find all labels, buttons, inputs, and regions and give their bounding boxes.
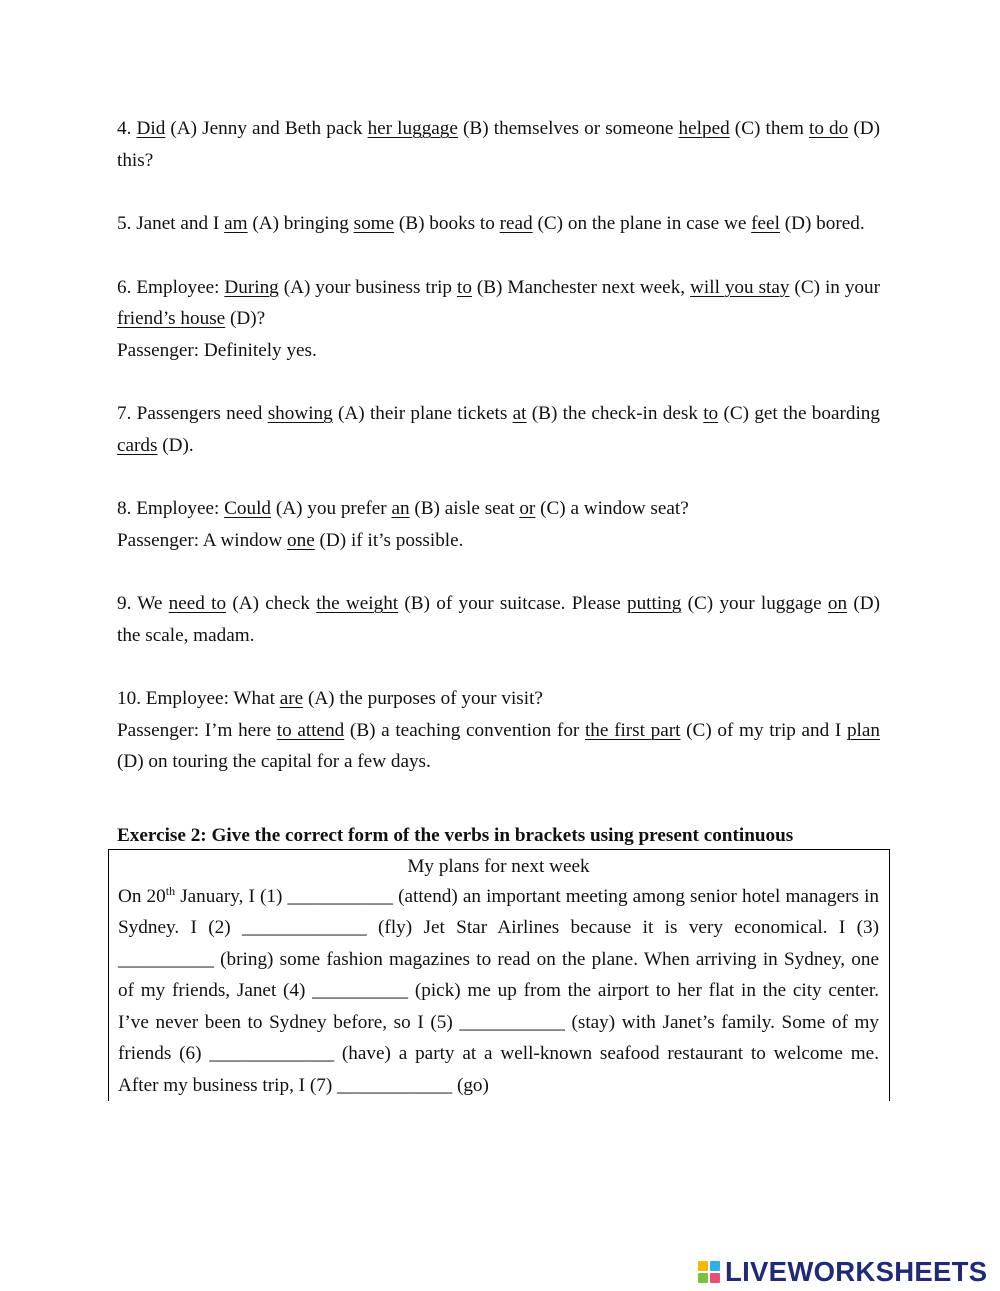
question-text: (B) themselves or someone bbox=[457, 118, 679, 139]
logo-square-1 bbox=[698, 1261, 708, 1271]
underlined-option: to attend bbox=[276, 719, 345, 741]
question-6 bbox=[117, 272, 880, 367]
question-text: (D)? bbox=[225, 308, 266, 329]
underlined-option: plan bbox=[846, 719, 880, 741]
underlined-option: helped bbox=[678, 118, 730, 139]
question-text: (A) check bbox=[226, 593, 317, 614]
question-text: (C) get the boarding bbox=[718, 403, 880, 424]
underlined-option: feel bbox=[751, 213, 780, 234]
underlined-option: read bbox=[499, 213, 533, 234]
box-body bbox=[118, 881, 879, 1102]
question-5 bbox=[117, 208, 880, 240]
question-9 bbox=[117, 588, 880, 651]
question-line bbox=[117, 208, 880, 240]
underlined-option: some bbox=[353, 213, 395, 234]
exercise-2-title: Exercise 2: Give the correct form of the verbs in brackets using present continuous bbox=[117, 824, 794, 846]
question-line bbox=[117, 398, 880, 461]
underlined-option: Could bbox=[224, 498, 272, 519]
underlined-option: the weight bbox=[316, 593, 399, 614]
day-text: On 20 bbox=[118, 885, 166, 907]
underlined-option: am bbox=[224, 213, 248, 234]
question-text: (C) on the plane in case we bbox=[532, 213, 752, 234]
question-text: (D) the scale, madam. bbox=[117, 593, 880, 646]
question-text: (D). bbox=[157, 434, 194, 456]
underlined-option: one bbox=[287, 529, 315, 551]
logo-square-4 bbox=[710, 1273, 720, 1283]
question-8 bbox=[117, 493, 880, 556]
underlined-option: to bbox=[456, 276, 472, 298]
question-text: Passenger: A window bbox=[117, 529, 288, 551]
underlined-option: to do bbox=[808, 118, 849, 139]
question-text: (D) this? bbox=[117, 118, 880, 171]
question-7 bbox=[117, 398, 880, 461]
question-text: (B) books to bbox=[394, 213, 500, 234]
question-4 bbox=[117, 113, 880, 176]
question-line bbox=[117, 493, 880, 525]
question-10 bbox=[117, 683, 880, 778]
passenger-response bbox=[117, 525, 880, 557]
question-line bbox=[117, 588, 880, 651]
question-text: 7. Passengers need bbox=[117, 403, 268, 424]
underlined-option: her luggage bbox=[367, 118, 458, 139]
question-text: (D) on touring the capital for a few days. bbox=[117, 751, 431, 772]
question-text: (C) them bbox=[729, 118, 809, 139]
question-text: (A) their plane tickets bbox=[332, 403, 513, 424]
question-text: Passenger: I’m here bbox=[117, 719, 277, 741]
question-line bbox=[117, 113, 880, 176]
box-title: My plans for next week bbox=[407, 855, 590, 877]
logo-text: LIVEWORKSHEETS bbox=[725, 1256, 988, 1287]
logo-square-2 bbox=[710, 1261, 720, 1271]
question-text: (B) of your suitcase. Please bbox=[398, 593, 627, 614]
question-text: 6. Employee: bbox=[117, 276, 225, 298]
underlined-option: will you stay bbox=[690, 276, 790, 298]
underlined-option: to bbox=[703, 403, 719, 424]
underlined-option: at bbox=[512, 403, 527, 424]
logo-square-3 bbox=[698, 1273, 708, 1283]
underlined-option: During bbox=[224, 276, 279, 298]
question-text: (A) your business trip bbox=[278, 276, 457, 298]
question-text: 8. Employee: bbox=[117, 498, 225, 519]
passenger-response bbox=[117, 715, 880, 778]
question-text: 10. Employee: What bbox=[117, 688, 280, 709]
question-text: (C) a window seat? bbox=[535, 498, 689, 519]
question-text: (B) Manchester next week, bbox=[471, 276, 691, 298]
question-text: (B) the check-in desk bbox=[526, 403, 704, 424]
worksheet-content bbox=[117, 113, 880, 1101]
passage-text: January, I (1) ___________ (attend) an important meeting among senior hotel managers in Sydney. I (2) _____________ (fly) Jet Star Airlines because it is very economical. I (3) __________ (bring) some fashion magazines to read on the plane. When arriving in Sydney, one of my friends, Janet (4) __________ (pick) me up from the airport to her flat in the city center. I’ve never been to Sydney before, so I (5) ___________ (stay) with Janet’s family. Some of my friends (6) _____________ (have) a party at a well-known seafood restaurant to welcome me. After my business trip, I (7) ____________ (go) bbox=[118, 885, 880, 1096]
question-text: (B) a teaching convention for bbox=[344, 719, 585, 741]
question-text: 5. Janet and I bbox=[117, 213, 225, 234]
underlined-option: an bbox=[391, 498, 410, 519]
underlined-option: are bbox=[279, 688, 304, 709]
question-text: (C) your luggage bbox=[681, 593, 828, 614]
day-suffix: th bbox=[165, 883, 176, 898]
question-text: (A) bringing bbox=[247, 213, 354, 234]
question-text: 4. bbox=[117, 118, 137, 139]
question-text: (A) you prefer bbox=[271, 498, 392, 519]
question-text: (A) Jenny and Beth pack bbox=[165, 118, 368, 139]
question-line bbox=[117, 683, 880, 715]
underlined-option: on bbox=[827, 593, 848, 614]
underlined-option: cards bbox=[117, 434, 158, 456]
question-text: (D) if it’s possible. bbox=[314, 529, 464, 551]
underlined-option: need to bbox=[168, 593, 227, 614]
liveworksheets-logo bbox=[698, 1255, 987, 1289]
question-text: (D) bored. bbox=[779, 213, 865, 234]
underlined-option: the first part bbox=[584, 719, 681, 741]
question-list bbox=[117, 113, 880, 778]
underlined-option: putting bbox=[626, 593, 682, 614]
exercise-2-box bbox=[108, 849, 890, 1102]
question-line bbox=[117, 272, 880, 335]
underlined-option: friend’s house bbox=[117, 308, 226, 329]
question-text: (B) aisle seat bbox=[409, 498, 520, 519]
logo-grid-icon bbox=[698, 1261, 720, 1283]
underlined-option: Did bbox=[136, 118, 166, 139]
underlined-option: showing bbox=[267, 403, 333, 424]
question-text: 9. We bbox=[117, 593, 169, 614]
passenger-response: Passenger: Definitely yes. bbox=[117, 339, 317, 361]
underlined-option: or bbox=[519, 498, 536, 519]
question-text: (A) the purposes of your visit? bbox=[303, 688, 543, 709]
question-text: (C) of my trip and I bbox=[680, 719, 847, 741]
question-text: (C) in your bbox=[789, 276, 880, 298]
